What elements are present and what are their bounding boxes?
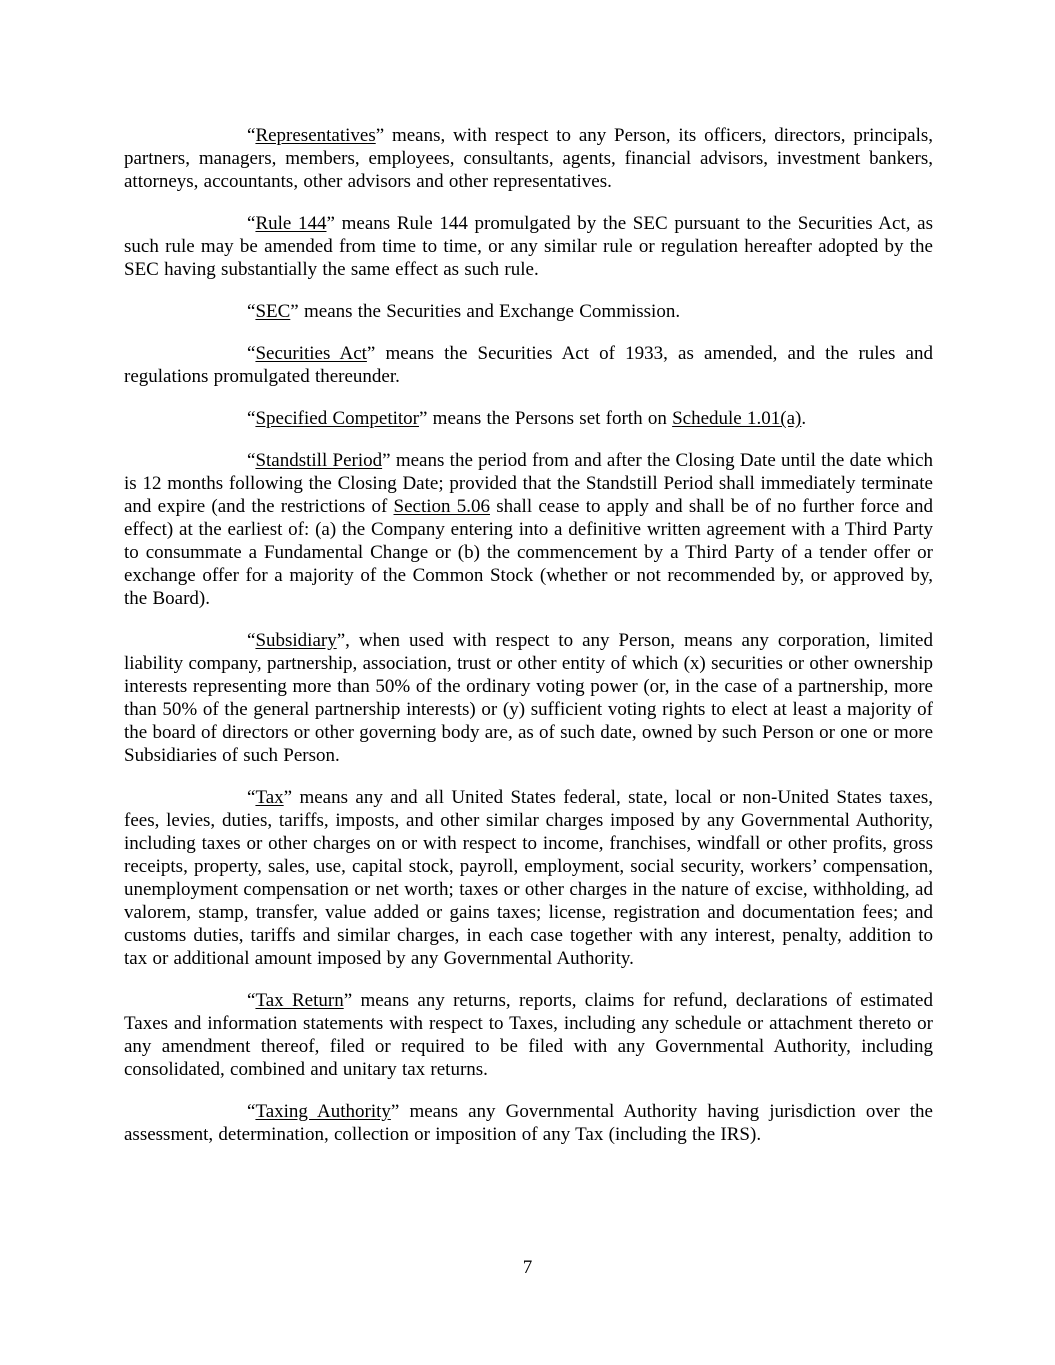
- paragraph-text: ” means the Securities Act of 1933, as amended, and the rules and regulations promulgated thereunder.: [124, 343, 933, 387]
- paragraph-text: “: [247, 450, 256, 471]
- paragraph-definition-representatives: [124, 124, 933, 193]
- defined-term: Tax: [255, 787, 284, 808]
- page-number: 7: [522, 1257, 533, 1278]
- paragraph-text: “: [247, 213, 256, 234]
- paragraph-text: ” means any Governmental Authority having jurisdiction over the assessment, determination, collection or imposition of any Tax (including the IRS).: [124, 1101, 933, 1145]
- cross-reference: Section 5.06: [393, 496, 490, 517]
- paragraph-text: ” means the Persons set forth on: [419, 408, 673, 429]
- defined-term: Taxing Authority: [255, 1101, 391, 1122]
- defined-term: Representatives: [255, 125, 376, 146]
- paragraph-text: ”, when used with respect to any Person, means any corporation, limited liability company, partnership, association, trust or other entity of which (x) securities or other ownership interests representing more than 50% of the ordinary voting power (or, in the case of a partnership, more than 50% of the general partnership interests) or (y) sufficient voting rights to elect at least a majority of the board of directors or other governing body are, as of such date, owned by such Person or one or more Subsidiaries of such Person.: [124, 630, 933, 766]
- defined-term: Standstill Period: [255, 450, 383, 471]
- paragraph-definition-standstill-period: [124, 449, 933, 610]
- paragraph-text: ” means any and all United States federal, state, local or non-United States taxes, fees, levies, duties, tariffs, imposts, and other similar charges imposed by any Governmental Authority, including taxes or other charges on or with respect to income, franchises, windfall or other profits, gross receipts, property, sales, use, capital stock, payroll, employment, social security, workers’ compensation, unemployment compensation or net worth; taxes or other charges in the nature of excise, withholding, ad valorem, stamp, transfer, value added or gains taxes; license, registration and documentation fees; and customs duties, tariffs and similar charges, in each case together with any interest, penalty, addition to tax or additional amount imposed by any Governmental Authority.: [124, 787, 933, 969]
- paragraph-definition-subsidiary: [124, 629, 933, 767]
- paragraph-definition-tax: [124, 786, 933, 970]
- paragraph-text: ” means any returns, reports, claims for refund, declarations of estimated Taxes and information statements with respect to Taxes, including any schedule or attachment thereto or any amendment thereof, filed or required to be filed with any Governmental Authority, including consolidated, combined and unitary tax returns.: [124, 990, 933, 1080]
- paragraph-definition-specified-competitor: [124, 407, 933, 430]
- paragraph-definition-rule-144: [124, 212, 933, 281]
- paragraph-text: “: [247, 408, 256, 429]
- paragraph-text: ” means the period from and after the Closing Date until the date which is 12 months following the Closing Date; provided that the Standstill Period shall immediately terminate and expire (and the restrictions of: [124, 450, 933, 517]
- paragraph-text: ” means Rule 144 promulgated by the SEC pursuant to the Securities Act, as such rule may be amended from time to time, or any similar rule or regulation hereafter adopted by the SEC having substantially the same effect as such rule.: [124, 213, 933, 280]
- paragraph-text: .: [801, 408, 807, 429]
- paragraph-text: shall cease to apply and shall be of no further force and effect) at the earliest of: (a) the Company entering into a definitive written agreement with a Third Party to consummate a Fundamental Change or (b) the commencement by a Third Party of a tender offer or exchange offer for a majority of the Common Stock (whether or not recommended by, or approved by, the Board).: [124, 496, 933, 609]
- paragraph-text: “: [247, 990, 256, 1011]
- paragraph-text: “: [247, 787, 256, 808]
- defined-term: SEC: [255, 301, 291, 322]
- paragraph-definition-taxing-authority: [124, 1100, 933, 1146]
- document-body: [124, 124, 933, 1146]
- defined-term: Rule 144: [255, 213, 327, 234]
- paragraph-text: ” means the Securities and Exchange Commission.: [290, 301, 681, 322]
- cross-reference: Schedule 1.01(a): [672, 408, 802, 429]
- paragraph-text: “: [247, 1101, 256, 1122]
- paragraph-text: “: [247, 125, 256, 146]
- paragraph-text: “: [247, 301, 256, 322]
- defined-term: Specified Competitor: [255, 408, 419, 429]
- paragraph-definition-securities-act: [124, 342, 933, 388]
- defined-term: Subsidiary: [255, 630, 337, 651]
- paragraph-text: “: [247, 630, 256, 651]
- paragraph-text: “: [247, 343, 256, 364]
- paragraph-definition-sec: [124, 300, 933, 323]
- paragraph-definition-tax-return: [124, 989, 933, 1081]
- defined-term: Tax Return: [255, 990, 344, 1011]
- paragraph-text: ” means, with respect to any Person, its officers, directors, principals, partners, managers, members, employees, consultants, agents, financial advisors, investment bankers, attorneys, accountants, other advisors and other representatives.: [124, 125, 933, 192]
- defined-term: Securities Act: [255, 343, 367, 364]
